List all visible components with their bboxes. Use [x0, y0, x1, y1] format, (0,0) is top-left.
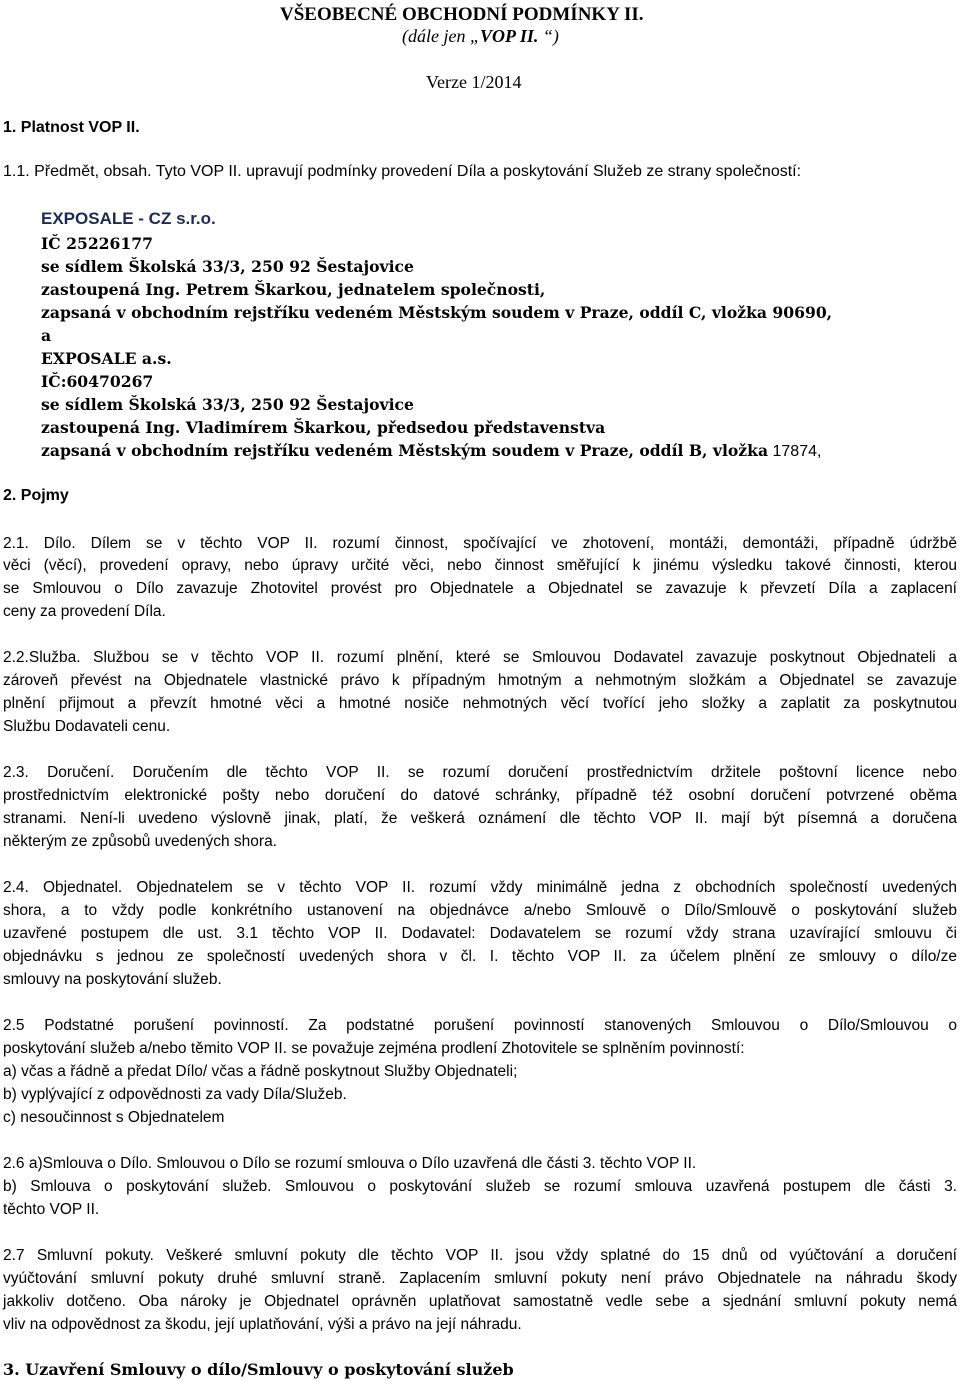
para-2-5-line: 2.5 Podstatné porušení povinností. Za podstatné porušení povinností stanovených Smlouvou o Dílo/Smlouvou o [3, 1017, 957, 1034]
company-2-register-text: zapsaná v obchodním rejstříku vedeném Městským soudem v Praze, oddíl B, vložka [41, 441, 769, 460]
company-2-register-number: 17874, [768, 443, 822, 460]
company-1-ico: IČ 25226177 [41, 234, 153, 253]
company-1-rep: zastoupená Ing. Petrem Škarkou, jednatelem společnosti, [41, 280, 546, 299]
company-2-rep: zastoupená Ing. Vladimírem Škarkou, předsedou představenstva [41, 418, 606, 437]
para-2-4-line: objednávku s jednou ze společností uvedených shora v čl. I. těchto VOP II. za účelem plnění ze smlouvy o dílo/ze [3, 948, 957, 965]
company-1-register: zapsaná v obchodním rejstříku vedeném Městským soudem v Praze, oddíl C, vložka 90690, [41, 303, 833, 322]
para-2-7-line: vliv na odpovědnost za škodu, její uplatňování, výši a právo na její náhradu. [3, 1316, 522, 1333]
para-2-4-line: smlouvy na poskytování služeb. [3, 971, 222, 988]
subtitle-abbrev: VOP II. [480, 26, 539, 46]
para-2-2-line: plnění přijmout a převzít hmotné věci a hmotné nosiče nehmotných věcí tvořící jeho složky a zaplatit za poskytnutou [3, 695, 957, 712]
section-3-heading: 3. Uzavření Smlouvy o dílo/Smlouvy o poskytování služeb [3, 1360, 514, 1379]
company-2-seat: se sídlem Školská 33/3, 250 92 Šestajovice [41, 395, 414, 414]
section-1-heading: 1. Platnost VOP II. [3, 119, 140, 136]
para-2-7-line: jakkoliv dotčeno. Oba nároky je Objednatel oprávněn uplatňovat samostatně vedle sebe a sjednání smluvní pokuty nemá [3, 1293, 957, 1310]
para-2-1-line: se Smlouvou o Dílo zavazuje Zhotovitel provést pro Objednatele a Objednatel se zavazuje k převzetí Díla a zaplacení [3, 580, 957, 597]
para-2-3-line: některým ze způsobů uvedených shora. [3, 833, 277, 850]
companies-conjunction: a [41, 326, 52, 345]
para-2-5-item: b) vyplývající z odpovědnosti za vady Díla/Služeb. [3, 1086, 347, 1103]
para-2-6-line: těchto VOP II. [3, 1201, 100, 1218]
para-2-2-line: zároveň převést na Objednatele vlastnické právo k případným hmotným a nehmotným složkám a Objednatel se zavazuje [3, 672, 957, 689]
para-2-5-line: poskytování služeb a/nebo těmito VOP II. se považuje zejména prodlení Zhotovitele se splněním povinností: [3, 1040, 745, 1057]
para-2-3-line: 2.3. Doručení. Doručením dle těchto VOP II. se rozumí doručení prostřednictvím držitele poštovní licence nebo [3, 764, 957, 781]
para-2-1-line: ceny za provedení Díla. [3, 603, 166, 620]
para-2-7-line: 2.7 Smluvní pokuty. Veškeré smluvní pokuty dle těchto VOP II. jsou vždy splatné do 15 dnů od vyúčtování a doručení [3, 1247, 957, 1264]
company-2-ico: IČ:60470267 [41, 372, 154, 391]
para-2-3-line: prostřednictvím elektronické pošty nebo doručení do datové schránky, případně též osobní doručení potvrzené oběma [3, 787, 957, 804]
para-2-2-line: 2.2.Služba. Službou se v těchto VOP II. rozumí plnění, které se Smlouvou Dodavatel zavazuje poskytnout Objednateli a [3, 649, 957, 666]
document-subtitle [402, 27, 559, 45]
para-2-4-line: 2.4. Objednatel. Objednatelem se v těchto VOP II. rozumí vždy minimálně jedna z obchodních společností uvedených [3, 879, 957, 896]
document-title: VŠEOBECNÉ OBCHODNÍ PODMÍNKY II. [280, 4, 644, 25]
company-2-name: EXPOSALE a.s. [41, 349, 172, 368]
para-2-6-line: 2.6 a)Smlouva o Dílo. Smlouvou o Dílo se rozumí smlouva o Dílo uzavřená dle části 3. těchto VOP II. [3, 1155, 697, 1172]
para-2-1-line: věci (věcí), provedení opravy, nebo úpravy určité věci, nebo činnost směřující k jinému výsledku takové činnosti, kterou [3, 557, 957, 574]
para-2-1-line: 2.1. Dílo. Dílem se v těchto VOP II. rozumí činnost, spočívající ve zhotovení, montáži, demontáži, případně údržbě [3, 535, 957, 552]
para-2-4-line: shora, a to vždy podle konkrétního ustanovení na objednávce a/nebo Smlouvě o Dílo/Smlouvě o poskytování služeb [3, 902, 957, 919]
company-1-seat: se sídlem Školská 33/3, 250 92 Šestajovice [41, 257, 414, 276]
section-1-intro: 1.1. Předmět, obsah. Tyto VOP II. upravují podmínky provedení Díla a poskytování Služeb ze strany společností: [3, 163, 802, 180]
para-2-6-line: b) Smlouva o poskytování služeb. Smlouvou o poskytování služeb se rozumí smlouva uzavřená postupem dle části 3. [3, 1178, 957, 1195]
document-version: Verze 1/2014 [426, 72, 522, 92]
subtitle-prefix: (dále jen „ [402, 26, 480, 46]
para-2-2-line: Službu Dodavateli cenu. [3, 718, 171, 735]
company-2-register [41, 443, 821, 460]
para-2-5-item: c) nesoučinnost s Objednatelem [3, 1109, 225, 1126]
para-2-7-line: vyúčtování smluvní pokuty druhé smluvní straně. Zaplacením smluvní pokuty není právo Objednatele na náhradu škody [3, 1270, 957, 1287]
para-2-4-line: uzavřené postupem dle ust. 3.1 těchto VOP II. Dodavatel: Dodavatelem se rozumí vždy strana uzavírající smlouvu či [3, 925, 957, 942]
para-2-3-line: stranami. Není-li uvedeno výslovně jinak, platí, že veškerá oznámení dle těchto VOP II. mají být písemná a doručena [3, 810, 957, 827]
company-1-name: EXPOSALE - CZ s.r.o. [41, 209, 216, 228]
para-2-5-item: a) včas a řádně a předat Dílo/ včas a řádně poskytnout Služby Objednateli; [3, 1063, 518, 1080]
subtitle-suffix: “) [538, 26, 559, 46]
section-2-heading: 2. Pojmy [3, 487, 69, 504]
